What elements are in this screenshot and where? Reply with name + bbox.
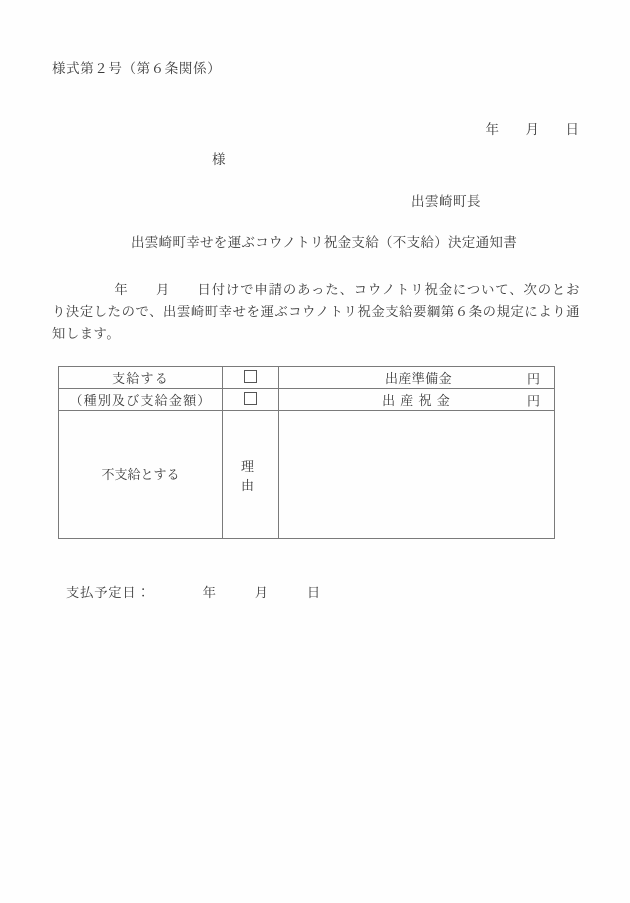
addressee-honorific: 様	[212, 152, 226, 167]
grant-category-line2: （種別及び支給金額）	[59, 389, 223, 411]
body-date-year: 年	[114, 282, 129, 297]
table-row	[59, 389, 555, 411]
grant-item-1	[279, 367, 555, 389]
denial-reason-label: 理 由	[223, 411, 279, 539]
payment-date-year: 年	[202, 585, 217, 600]
header-date-day: 日	[565, 121, 580, 137]
body-text: 日付けで申請のあった、コウノトリ祝金について、次のとおり決定したので、出雲崎町幸せを運ぶコウノトリ祝金支給要綱第６条の規定により通知します。	[52, 282, 580, 341]
payment-date-label: 支払予定日：	[66, 585, 151, 600]
grant-item-1-unit: 円	[526, 371, 540, 386]
denial-category: 不支給とする	[59, 411, 223, 539]
payment-date-line	[66, 586, 321, 599]
grant-item-2-unit: 円	[526, 393, 540, 408]
header-date-year: 年	[485, 121, 500, 137]
grant-checkbox-2[interactable]	[223, 389, 279, 411]
table-row	[59, 411, 555, 539]
checkbox-icon[interactable]	[244, 370, 257, 383]
grant-item-1-label: 出産準備金	[384, 371, 452, 386]
payment-date-month: 月	[254, 585, 269, 600]
denial-reason-value[interactable]	[279, 411, 555, 539]
header-date-month: 月	[525, 121, 540, 137]
issuer-name: 出雲崎町長	[411, 194, 481, 209]
body-date-month: 月	[155, 282, 171, 297]
grant-category-line1: 支給する	[59, 367, 223, 389]
form-number: 様式第２号（第６条関係）	[52, 61, 222, 76]
header-date-line	[470, 109, 580, 150]
grant-item-2-label: 出産祝金	[382, 393, 455, 408]
grant-checkbox-1[interactable]	[223, 367, 279, 389]
decision-table	[58, 366, 555, 539]
table-row	[59, 367, 555, 389]
grant-item-2	[279, 389, 555, 411]
body-paragraph	[52, 279, 580, 345]
payment-date-day: 日	[306, 585, 321, 600]
document-title: 出雲崎町幸せを運ぶコウノトリ祝金支給（不支給）決定通知書	[131, 235, 517, 250]
checkbox-icon[interactable]	[244, 392, 257, 405]
